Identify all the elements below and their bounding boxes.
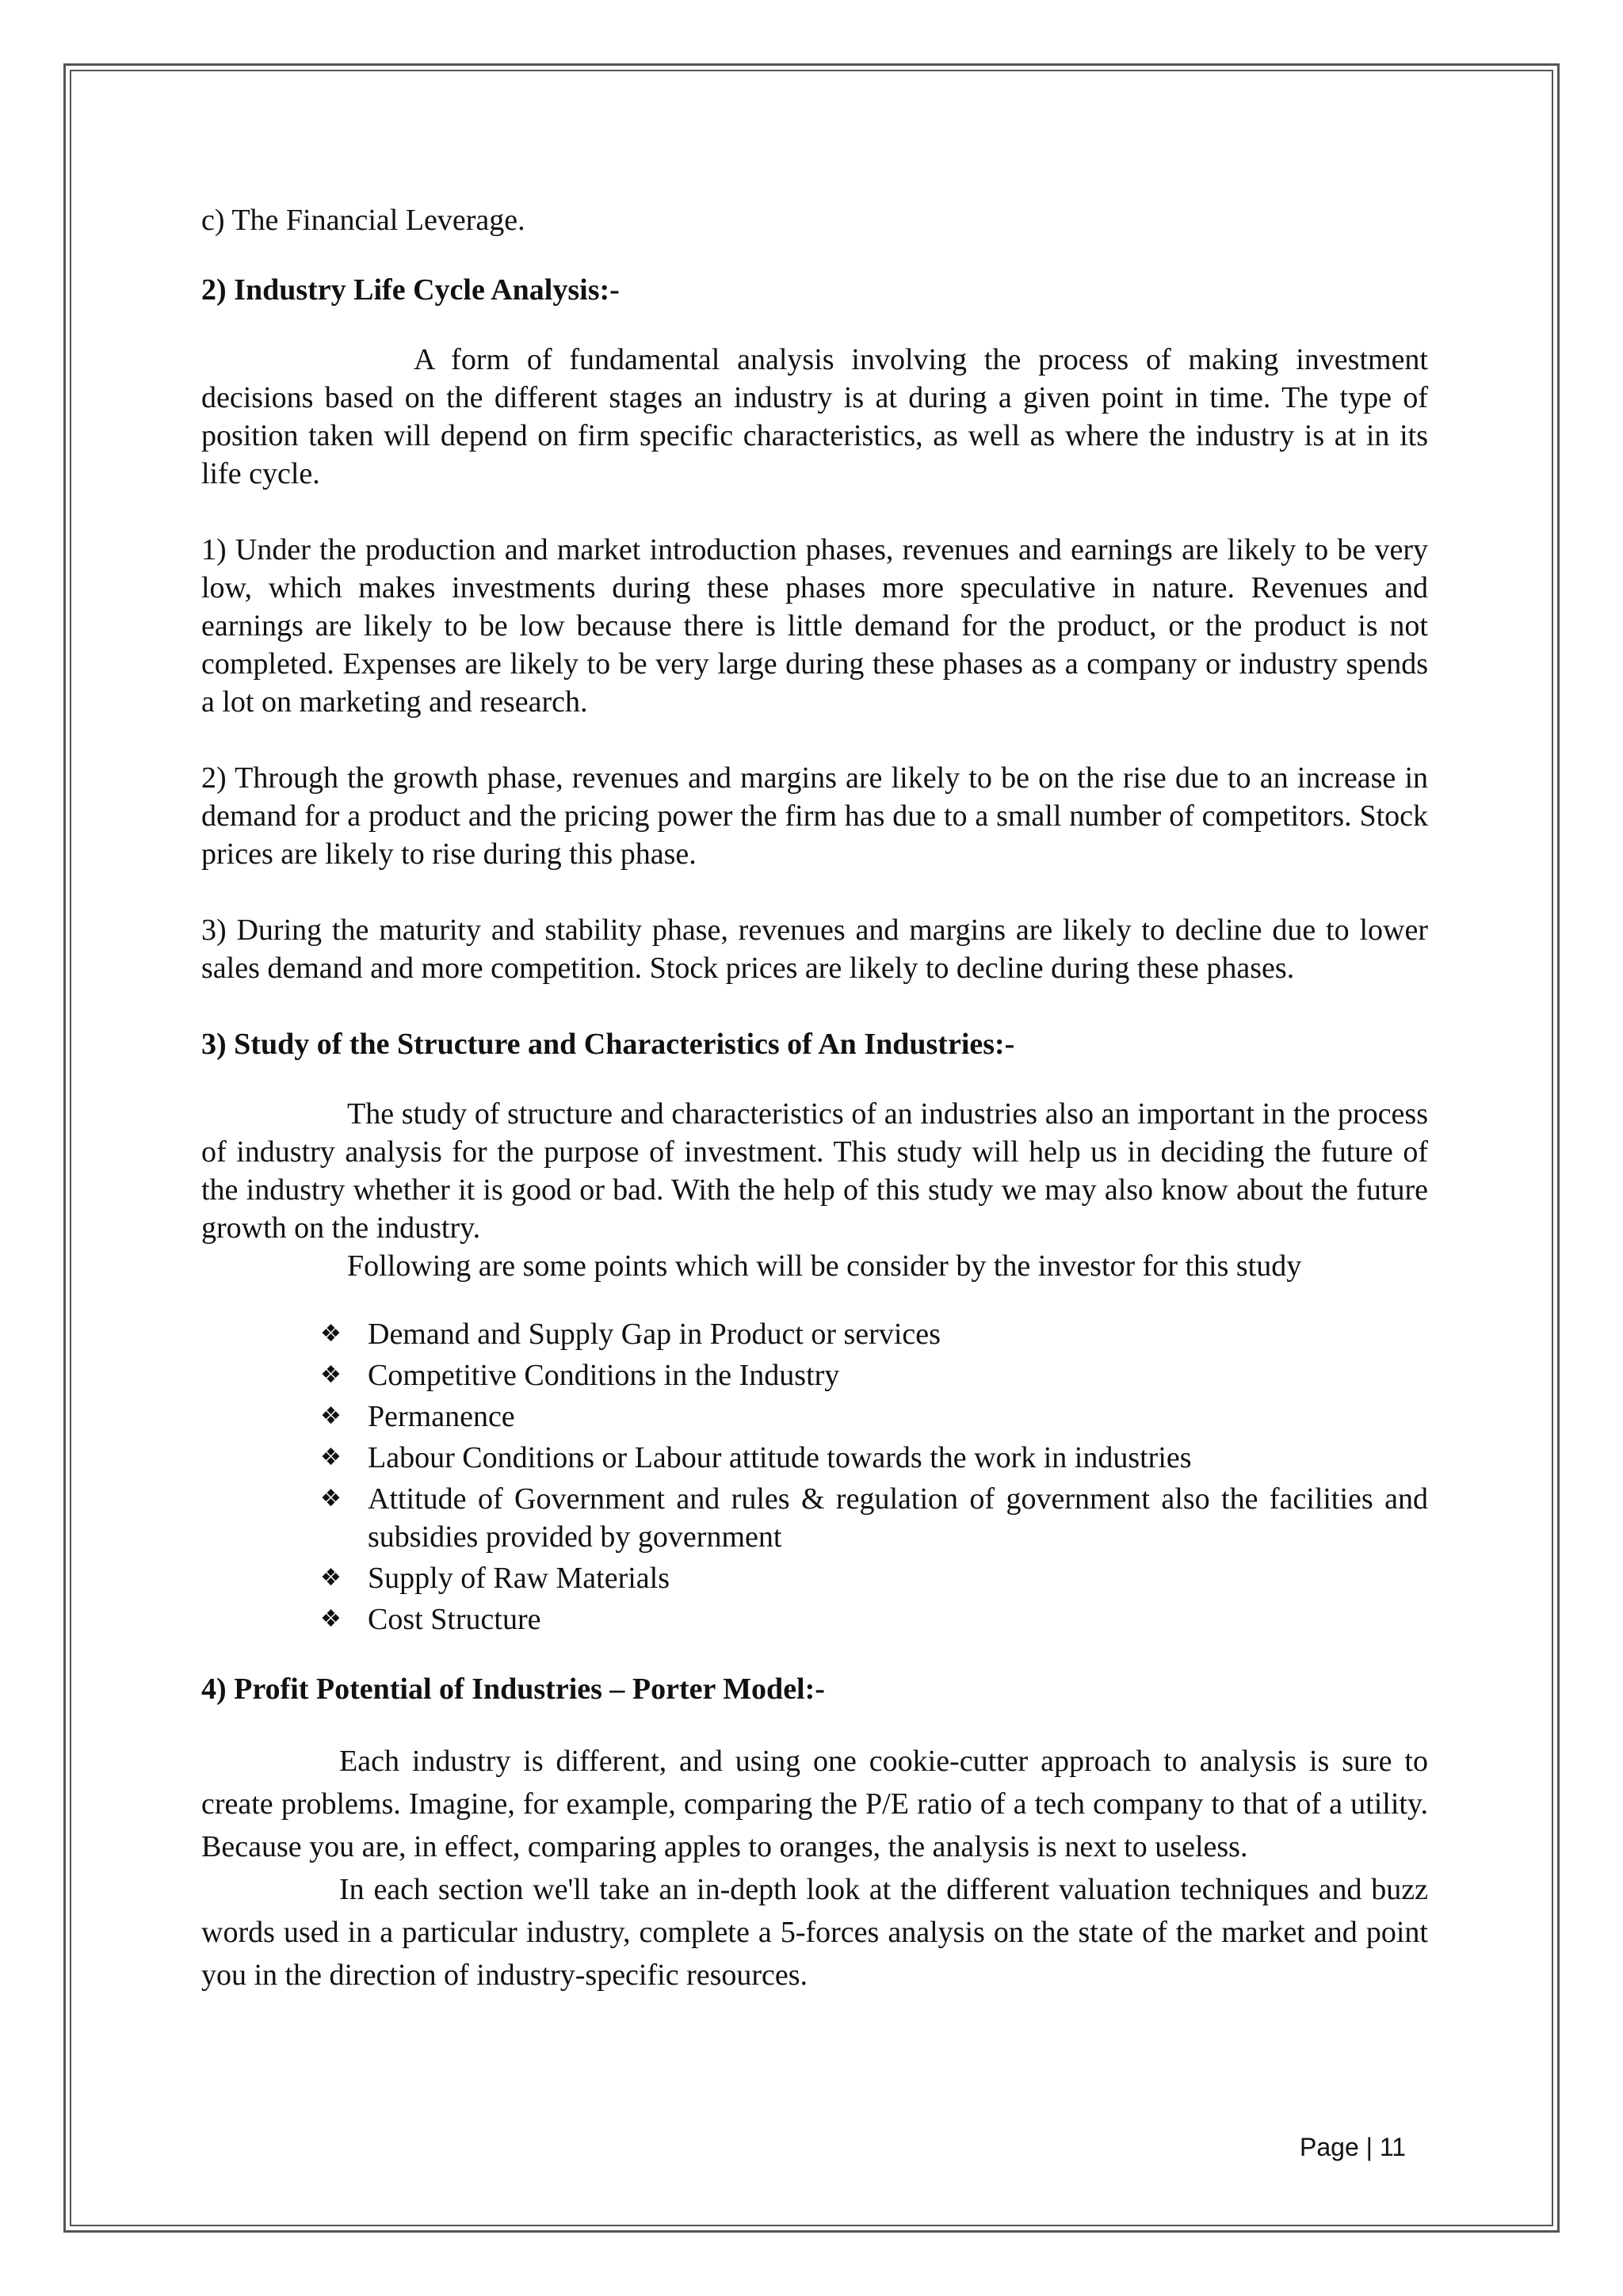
structure-bullet-list <box>201 1315 1428 1638</box>
diamond-bullet-icon: ❖ <box>320 1485 342 1512</box>
life-cycle-intro: A form of fundamental analysis involving the process of making investment decisions based on the different stages an industry is at during a given point in time. The type of position taken will depend on firm specific characteristics, as well as where the industry is at in its life cycle. <box>201 343 1428 490</box>
diamond-bullet-icon: ❖ <box>320 1605 342 1633</box>
list-item <box>320 1398 1428 1436</box>
list-item <box>320 1356 1428 1394</box>
list-item-text: Competitive Conditions in the Industry <box>368 1359 840 1392</box>
diamond-bullet-icon: ❖ <box>320 1320 342 1348</box>
list-item-text: Supply of Raw Materials <box>368 1562 670 1595</box>
list-item <box>320 1559 1428 1597</box>
section-heading-structure: 3) Study of the Structure and Characteristics of An Industries:- <box>201 1028 1015 1061</box>
section-industry-life-cycle <box>201 271 1428 987</box>
list-item-text: Demand and Supply Gap in Product or services <box>368 1318 941 1351</box>
intro-line: c) The Financial Leverage. <box>201 204 525 237</box>
list-item-text: Permanence <box>368 1400 515 1433</box>
porter-paragraph-1: Each industry is different, and using one cookie-cutter approach to analysis is sure to create problems. Imagine, for example, comparing the P/E ratio of a tech company to that of a utility. Because you are, in effect, comparing apples to oranges, the analysis is next to useless. <box>201 1745 1428 1863</box>
section-structure-characteristics <box>201 1025 1428 1638</box>
list-item <box>320 1480 1428 1556</box>
structure-intro: The study of structure and characteristics of an industries also an important in the process of industry analysis for the purpose of investment. This study will help us in deciding the future of the industry whether it is good or bad. With the help of this study we may also know about the future growth on the industry. <box>201 1097 1428 1245</box>
diamond-bullet-icon: ❖ <box>320 1444 342 1471</box>
list-item <box>320 1439 1428 1477</box>
section-porter-model <box>201 1670 1428 1997</box>
list-item <box>320 1315 1428 1353</box>
list-item-text: Cost Structure <box>368 1603 541 1636</box>
life-cycle-point-2: 2) Through the growth phase, revenues and margins are likely to be on the rise due to an increase in demand for a product and the pricing power the firm has due to a small number of competitors. Stock prices are likely to rise during this phase. <box>201 761 1428 871</box>
section-heading-life-cycle: 2) Industry Life Cycle Analysis:- <box>201 273 620 307</box>
list-item-text: Labour Conditions or Labour attitude towards the work in industries <box>368 1441 1192 1474</box>
page-content <box>201 201 1428 1997</box>
structure-lead-in: Following are some points which will be consider by the investor for this study <box>347 1249 1302 1283</box>
page-number: Page | 11 <box>1300 2133 1407 2161</box>
life-cycle-point-3: 3) During the maturity and stability phase, revenues and margins are likely to decline due to lower sales demand and more competition. Stock prices are likely to decline during these phases. <box>201 913 1428 985</box>
life-cycle-point-1: 1) Under the production and market introduction phases, revenues and earnings are likely to be very low, which makes investments during these phases more speculative in nature. Revenues and earnings are likely to be low because there is little demand for the product, or the product is not completed. Expenses are likely to be very large during these phases as a company or industry spends a lot on marketing and research. <box>201 533 1428 719</box>
list-item <box>320 1600 1428 1638</box>
section-heading-porter: 4) Profit Potential of Industries – Porter Model:- <box>201 1672 825 1706</box>
porter-paragraph-2: In each section we'll take an in-depth look at the different valuation techniques and buzz words used in a particular industry, complete a 5-forces analysis on the state of the market and point you in the direction of industry-specific resources. <box>201 1873 1428 1992</box>
diamond-bullet-icon: ❖ <box>320 1402 342 1430</box>
list-item-text: Attitude of Government and rules & regulation of government also the facilities and subsidies provided by government <box>368 1482 1428 1554</box>
diamond-bullet-icon: ❖ <box>320 1361 342 1389</box>
diamond-bullet-icon: ❖ <box>320 1564 342 1592</box>
